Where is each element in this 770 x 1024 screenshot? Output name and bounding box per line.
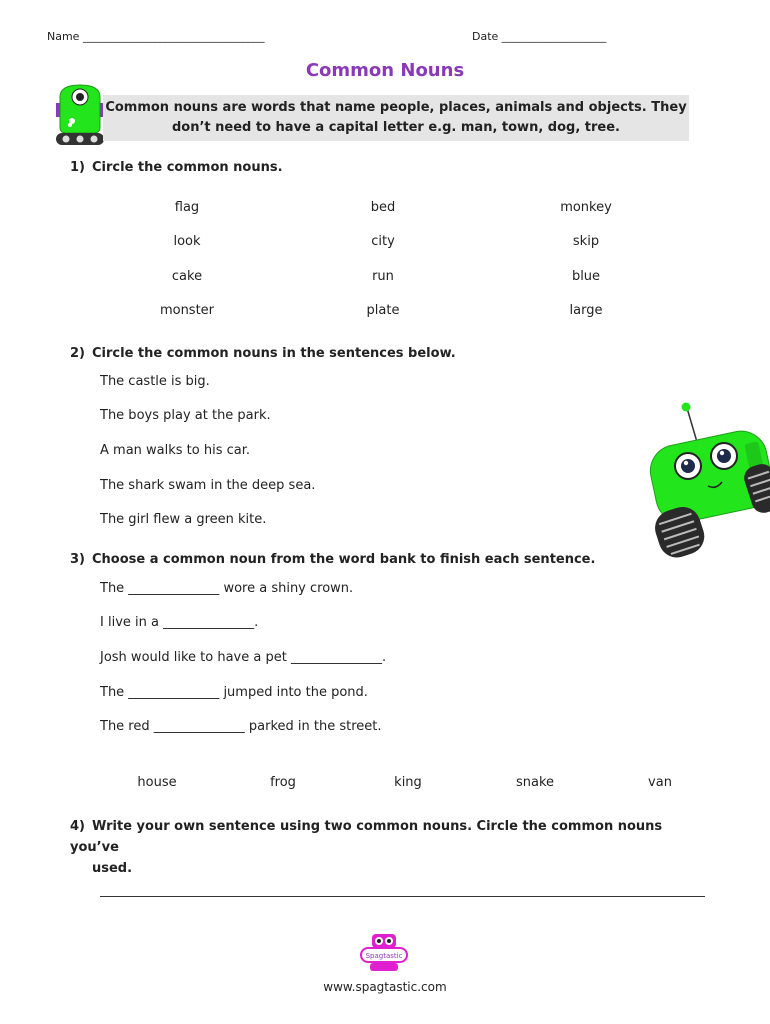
question-2 [70, 346, 456, 361]
question-3-number: 3) [70, 552, 85, 567]
date-field-label: Date ___________________ [472, 30, 607, 43]
question-4-text: Write your own sentence using two common nouns. Circle the common nouns you’ve [70, 819, 663, 855]
word-item[interactable]: skip [572, 234, 600, 249]
question-3-text: Choose a common noun from the word bank to finish each sentence. [92, 552, 596, 567]
word-item[interactable]: run [372, 269, 394, 284]
word-item[interactable]: blue [571, 269, 601, 284]
word-item[interactable]: flag [174, 200, 200, 215]
word-bank-item: house [137, 775, 177, 790]
question-2-number: 2) [70, 346, 85, 361]
big-robot-icon [640, 400, 770, 560]
intro-line-1: Common nouns are words that name people, places, animals and objects. They [105, 100, 687, 115]
question-1 [70, 160, 283, 175]
fill-in-sentence[interactable]: The ______________ wore a shiny crown. [100, 581, 354, 596]
question-4-number: 4) [70, 819, 85, 834]
intro-text [103, 98, 689, 138]
fill-in-sentence[interactable]: Josh would like to have a pet ______________. [100, 650, 387, 665]
fill-in-sentence[interactable]: The ______________ jumped into the pond. [100, 685, 368, 700]
answer-line[interactable] [100, 888, 705, 897]
word-bank-item: frog [270, 775, 296, 790]
word-item[interactable]: monster [159, 303, 215, 318]
logo-text: Spagtastic [365, 952, 403, 960]
word-bank-item: van [648, 775, 672, 790]
word-item[interactable]: large [569, 303, 603, 318]
name-field-label: Name _________________________________ [47, 30, 265, 43]
page-title: Common Nouns [305, 60, 465, 81]
word-bank-item: king [394, 775, 422, 790]
sentence-item[interactable]: The shark swam in the deep sea. [100, 478, 316, 493]
sentence-item[interactable]: The girl flew a green kite. [100, 512, 267, 527]
question-4-text-cont: used. [92, 861, 133, 876]
word-item[interactable]: look [173, 234, 201, 249]
question-1-text: Circle the common nouns. [92, 160, 283, 175]
word-item[interactable]: city [371, 234, 395, 249]
question-1-number: 1) [70, 160, 85, 175]
sentence-item[interactable]: The boys play at the park. [100, 408, 271, 423]
small-robot-icon [50, 83, 110, 149]
intro-line-2: don’t need to have a capital letter e.g. man, town, dog, tree. [171, 120, 620, 135]
word-item[interactable]: plate [366, 303, 400, 318]
question-2-text: Circle the common nouns in the sentences below. [92, 346, 456, 361]
word-item[interactable]: monkey [560, 200, 612, 215]
sentence-item[interactable]: The castle is big. [100, 374, 210, 389]
question-3 [70, 552, 595, 567]
sentence-item[interactable]: A man walks to his car. [100, 443, 251, 458]
footer-url[interactable]: www.spagtastic.com [323, 980, 447, 994]
word-bank-item: snake [515, 775, 555, 790]
fill-in-sentence[interactable]: I live in a ______________. [100, 615, 259, 630]
spagtastic-logo [358, 932, 410, 974]
word-item[interactable]: bed [370, 200, 396, 215]
question-4 [70, 816, 710, 879]
fill-in-sentence[interactable]: The red ______________ parked in the street. [100, 719, 382, 734]
word-item[interactable]: cake [171, 269, 203, 284]
